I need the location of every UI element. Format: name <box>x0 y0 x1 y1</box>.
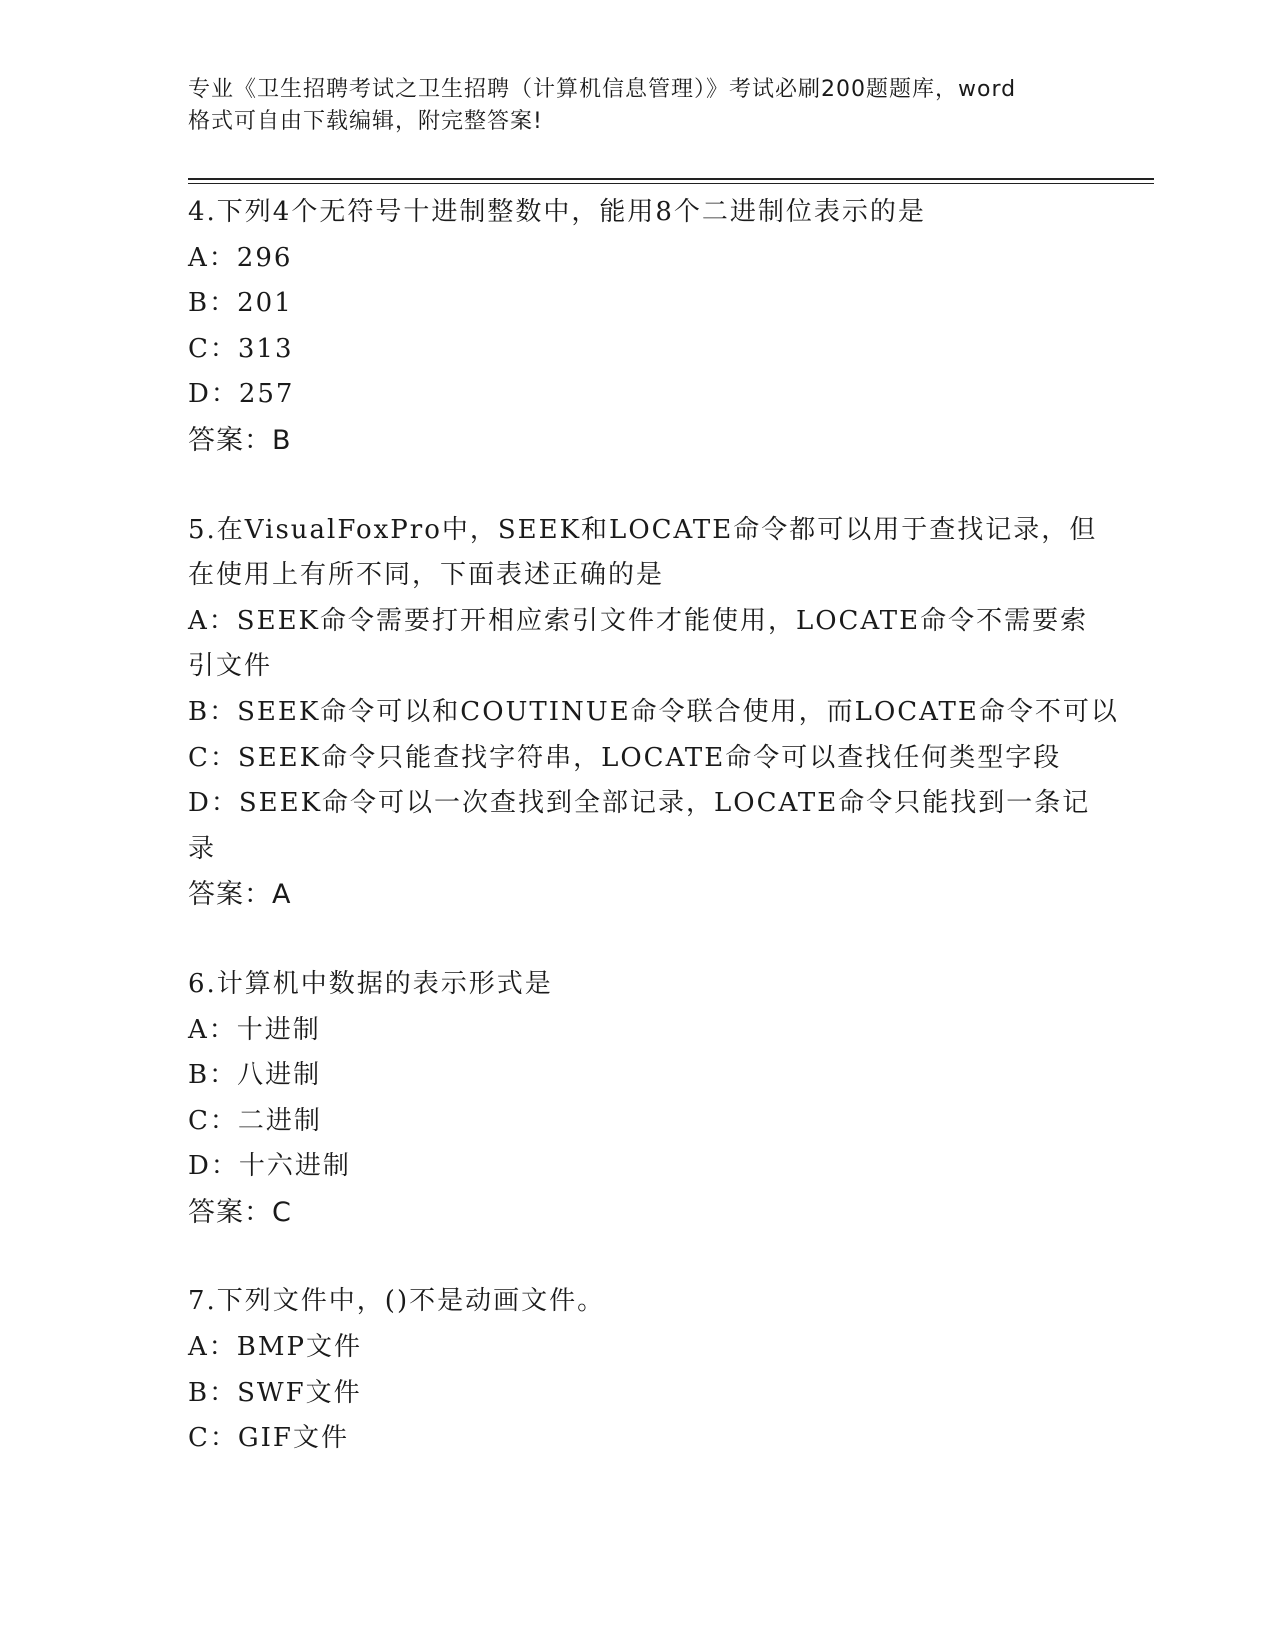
header-line-2: 格式可自由下载编辑，附完整答案! <box>188 109 543 134</box>
option-c: C：313 <box>188 333 294 364</box>
question-stem: 6.计算机中数据的表示形式是 <box>188 968 553 999</box>
header-divider-thick <box>188 178 1154 180</box>
option-c: C：GIF文件 <box>188 1423 349 1454</box>
option-d: D：257 <box>188 379 295 410</box>
answer-line: 答案：B <box>188 424 292 456</box>
question-block <box>188 190 1068 464</box>
option-a: A：SEEK命令需要打开相应索引文件才能使用，LOCATE命令不需要索 <box>188 605 1089 636</box>
document-header <box>188 74 1088 138</box>
question-stem: 4.下列4个无符号十进制整数中，能用8个二进制位表示的是 <box>188 197 926 227</box>
option-a: A：296 <box>188 242 293 273</box>
question-stem: 7.下列文件中，()不是动画文件。 <box>188 1286 606 1317</box>
question-list <box>188 190 1119 1506</box>
option-b: B：八进制 <box>188 1060 322 1091</box>
answer-line: 答案：C <box>188 1196 292 1228</box>
header-divider-thin <box>188 183 1154 184</box>
option-b: B：201 <box>188 288 293 319</box>
option-b: B：SWF文件 <box>188 1377 362 1408</box>
option-d: D：SEEK命令可以一次查找到全部记录，LOCATE命令只能找到一条记 <box>188 788 1091 819</box>
question-block <box>188 508 1119 918</box>
option-a: A：十进制 <box>188 1014 321 1045</box>
option-d: D：十六进制 <box>188 1151 351 1182</box>
header-line-1: 专业《卫生招聘考试之卫生招聘（计算机信息管理）》考试必刷200题题库，word <box>188 77 1017 102</box>
option-c: C：SEEK命令只能查找字符串，LOCATE命令可以查找任何类型字段 <box>188 742 1062 773</box>
answer-line: 答案：A <box>188 879 292 911</box>
question-block <box>188 1279 1068 1461</box>
option-d: 录 <box>188 833 217 864</box>
option-a: 引文件 <box>188 651 273 682</box>
option-b: B：SEEK命令可以和COUTINUE命令联合使用，而LOCATE命令不可以 <box>188 696 1119 727</box>
question-stem: 在使用上有所不同，下面表述正确的是 <box>188 560 665 591</box>
option-a: A：BMP文件 <box>188 1332 362 1363</box>
option-c: C：二进制 <box>188 1105 322 1136</box>
question-block <box>188 962 1068 1236</box>
question-stem: 5.在VisualFoxPro中，SEEK和LOCATE命令都可以用于查找记录，但 <box>188 514 1098 545</box>
